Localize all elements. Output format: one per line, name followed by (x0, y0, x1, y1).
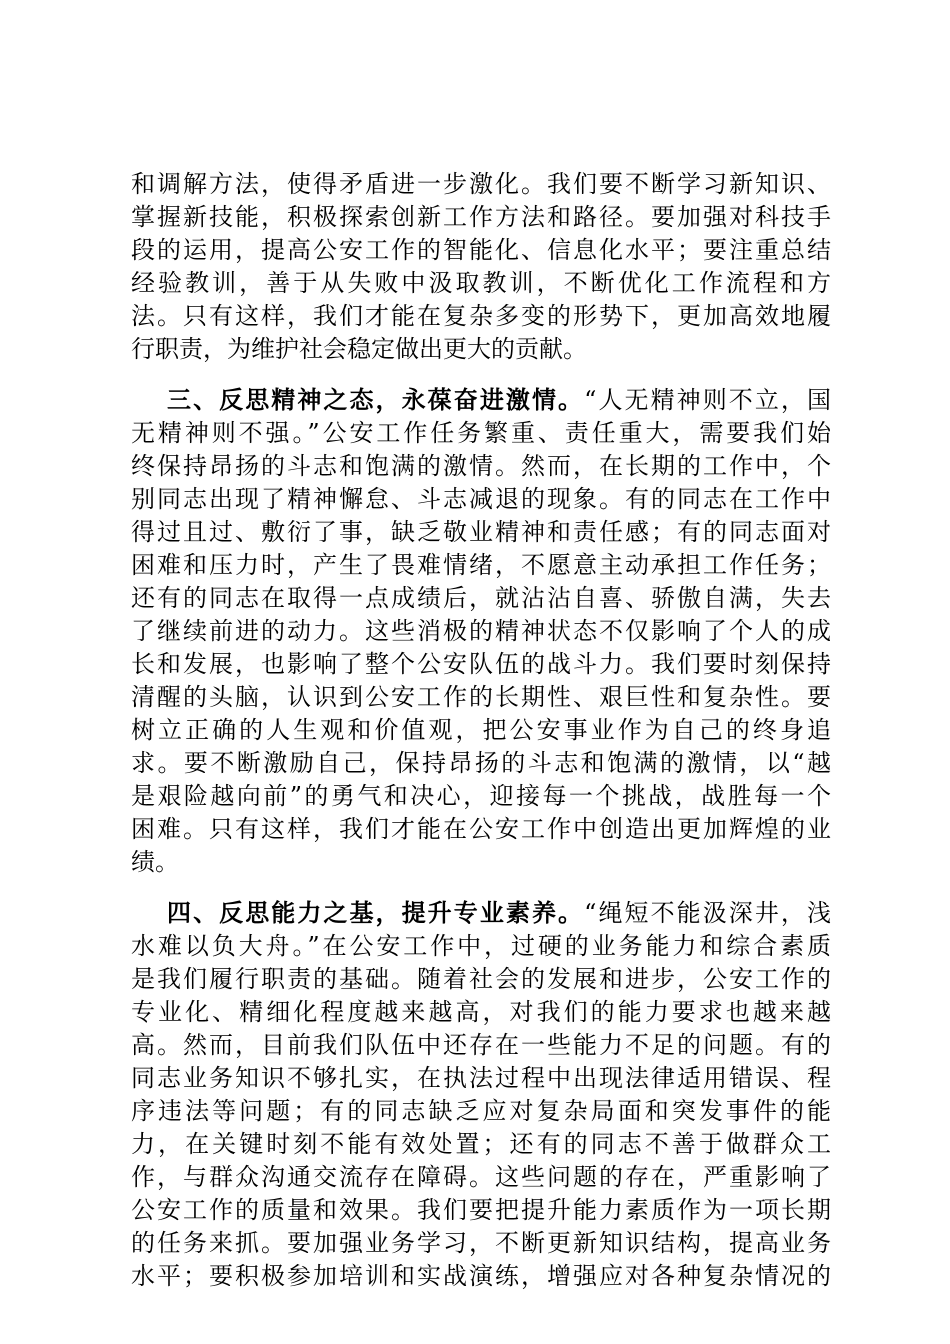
text-line: 和调解方法，使得矛盾进一步激化。我们要不断学习新知识、 (131, 170, 831, 198)
text-line: 还有的同志在取得一点成绩后，就沾沾自喜、骄傲自满，失去 (131, 584, 831, 612)
text-line: 水平；要积极参加培训和实战演练，增强应对各种复杂情况的 (131, 1262, 831, 1290)
text-line: 法。只有这样，我们才能在复杂多变的形势下，更加高效地履 (131, 302, 831, 330)
section-four-first-line (131, 897, 831, 929)
text-line: 专业化、精细化程度越来越高，对我们的能力要求也越来越 (131, 998, 831, 1026)
text-line: 水难以负大舟。”在公安工作中，过硬的业务能力和综合素质 (131, 932, 831, 960)
text-line: 同志业务知识不够扎实，在执法过程中出现法律适用错误、程 (131, 1064, 831, 1092)
text-line: 得过且过、敷衍了事，缺乏敬业精神和责任感；有的同志面对 (131, 518, 831, 546)
text-line: 是艰险越向前”的勇气和决心，迎接每一个挑战，战胜每一个 (131, 782, 831, 810)
text-line: 别同志出现了精神懈怠、斗志减退的现象。有的同志在工作中 (131, 485, 831, 513)
text-line: 长和发展，也影响了整个公安队伍的战斗力。我们要时刻保持 (131, 650, 831, 678)
text-line: 作，与群众沟通交流存在障碍。这些问题的存在，严重影响了 (131, 1163, 831, 1191)
text-line: 求。要不断激励自己，保持昂扬的斗志和饱满的激情，以“越 (131, 749, 831, 777)
text-line: 段的运用，提高公安工作的智能化、信息化水平；要注重总结 (131, 236, 831, 264)
text-line: 绩。 (131, 848, 179, 876)
text-line: 困难。只有这样，我们才能在公安工作中创造出更加辉煌的业 (131, 815, 831, 843)
section-four-quote-start: “绳短不能汲深井，浅 (584, 899, 831, 927)
section-three-quote-start: “人无精神则不立，国 (584, 386, 831, 414)
section-three-first-line (131, 384, 831, 416)
section-three-heading: 三、反思精神之态，永葆奋进激情。 (167, 386, 585, 414)
text-line: 无精神则不强。”公安工作任务繁重、责任重大，需要我们始 (131, 419, 831, 447)
text-line: 的任务来抓。要加强业务学习，不断更新知识结构，提高业务 (131, 1229, 831, 1257)
text-line: 掌握新技能，积极探索创新工作方法和路径。要加强对科技手 (131, 203, 831, 231)
text-line: 困难和压力时，产生了畏难情绪，不愿意主动承担工作任务； (131, 551, 831, 579)
text-line: 力，在关键时刻不能有效处置；还有的同志不善于做群众工 (131, 1130, 831, 1158)
text-line: 行职责，为维护社会稳定做出更大的贡献。 (131, 335, 587, 363)
text-line: 高。然而，目前我们队伍中还存在一些能力不足的问题。有的 (131, 1031, 831, 1059)
text-line: 公安工作的质量和效果。我们要把提升能力素质作为一项长期 (131, 1196, 831, 1224)
text-line: 清醒的头脑，认识到公安工作的长期性、艰巨性和复杂性。要 (131, 683, 831, 711)
section-four-heading: 四、反思能力之基，提升专业素养。 (167, 899, 585, 927)
text-line: 了继续前进的动力。这些消极的精神状态不仅影响了个人的成 (131, 617, 831, 645)
text-line: 树立正确的人生观和价值观，把公安事业作为自己的终身追 (131, 716, 831, 744)
text-line: 序违法等问题；有的同志缺乏应对复杂局面和突发事件的能 (131, 1097, 831, 1125)
text-line: 经验教训，善于从失败中汲取教训，不断优化工作流程和方 (131, 269, 831, 297)
text-line: 终保持昂扬的斗志和饱满的激情。然而，在长期的工作中，个 (131, 452, 831, 480)
text-line: 是我们履行职责的基础。随着社会的发展和进步，公安工作的 (131, 965, 831, 993)
